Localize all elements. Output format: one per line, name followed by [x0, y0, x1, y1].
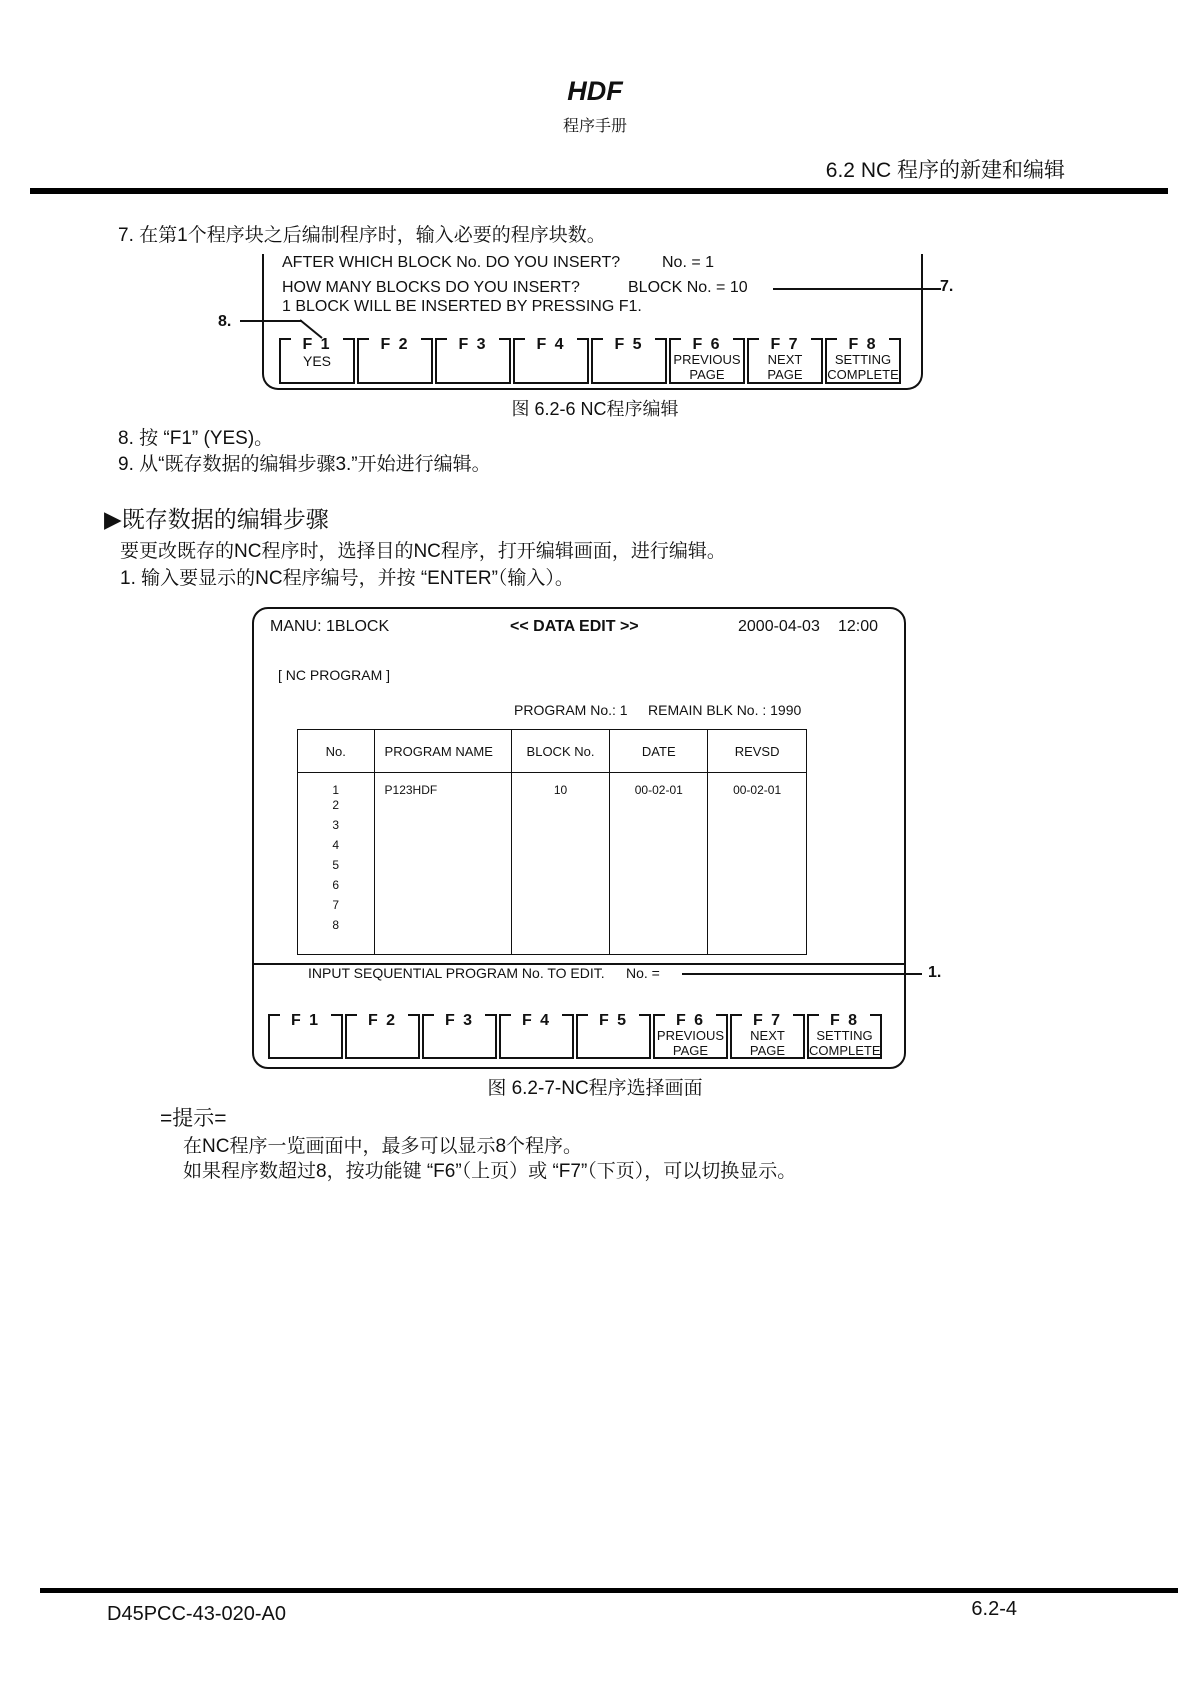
f1-label: F 1	[302, 336, 332, 353]
f1-yes-key[interactable]	[279, 338, 355, 384]
f4-label: F 4	[521, 1012, 552, 1029]
row-block-no	[511, 918, 610, 954]
f7-sub: NEXT	[750, 1028, 785, 1043]
row-revsd: 00-02-01	[708, 773, 807, 799]
f1-sub: YES	[302, 353, 331, 369]
row-program-name	[374, 818, 511, 838]
subsection-intro: 要更改既存的NC程序时，选择目的NC程序，打开编辑画面，进行编辑。	[120, 541, 726, 562]
row-revsd	[708, 898, 807, 918]
f8-label: F 8	[848, 336, 878, 353]
nc-program-label: [ NC PROGRAM ]	[278, 667, 391, 683]
step-9-text: 9. 从“既存数据的编辑步骤3.”开始进行编辑。	[118, 454, 491, 475]
section-heading: 6.2 NC 程序的新建和编辑	[825, 159, 1065, 182]
insert-instruction: 1 BLOCK WILL BE INSERTED BY PRESSING F1.	[282, 298, 642, 315]
program-list-table	[297, 729, 807, 955]
f8-sub2: COMPLETE	[809, 1043, 881, 1058]
f6-sub: PREVIOUS	[656, 1028, 725, 1043]
screen1-function-keys	[279, 338, 901, 384]
col-block-no-header: BLOCK No.	[511, 730, 610, 773]
row-block-no	[511, 878, 610, 898]
row-revsd	[708, 838, 807, 858]
f8-sub: SETTING	[816, 1028, 873, 1043]
screen2-time: 12:00	[838, 618, 879, 635]
f6-previous-page-key[interactable]	[653, 1014, 728, 1059]
table-row[interactable]	[298, 898, 807, 918]
page-number: 6.2-4	[971, 1598, 1017, 1620]
program-number-readout: PROGRAM No.: 1	[514, 702, 628, 718]
row-program-name	[374, 878, 511, 898]
f3-label: F 3	[458, 336, 488, 353]
f3-label: F 3	[444, 1012, 475, 1029]
insert-question-1: AFTER WHICH BLOCK No. DO YOU INSERT?	[282, 254, 621, 271]
hint-line-1: 在NC程序一览画面中，最多可以显示8个程序。	[183, 1136, 583, 1157]
f2-key[interactable]	[345, 1014, 420, 1059]
callout-1: 1.	[928, 964, 942, 981]
row-date	[610, 858, 708, 878]
col-no-header: No.	[298, 730, 375, 773]
row-no: 7	[298, 898, 375, 918]
f7-label: F 7	[770, 336, 800, 353]
row-date	[610, 918, 708, 954]
remain-block-readout: REMAIN BLK No. : 1990	[648, 702, 802, 718]
f3-key[interactable]	[422, 1014, 497, 1059]
row-no: 2	[298, 798, 375, 818]
f5-key[interactable]	[591, 338, 667, 384]
row-no: 1	[298, 773, 375, 799]
row-date	[610, 818, 708, 838]
row-no: 4	[298, 838, 375, 858]
f6-sub2: PAGE	[689, 367, 725, 382]
row-revsd	[708, 858, 807, 878]
subsection-heading: ▶既存数据的编辑步骤	[104, 506, 329, 532]
f4-label: F 4	[536, 336, 566, 353]
row-program-name	[374, 838, 511, 858]
row-no: 6	[298, 878, 375, 898]
edit-prompt: INPUT SEQUENTIAL PROGRAM No. TO EDIT.	[308, 965, 605, 981]
manual-title: HDF	[567, 76, 623, 106]
screen2-title: << DATA EDIT >>	[510, 618, 639, 635]
row-revsd	[708, 918, 807, 954]
row-block-no	[511, 898, 610, 918]
insert-value-2: BLOCK No. = 10	[628, 279, 748, 296]
row-program-name: P123HDF	[374, 773, 511, 799]
f7-next-page-key[interactable]	[747, 338, 823, 384]
f8-sub: SETTING	[834, 352, 892, 367]
hint-title: =提示=	[160, 1107, 227, 1130]
screen2-function-keys	[268, 1014, 882, 1059]
f2-key[interactable]	[357, 338, 433, 384]
row-program-name	[374, 898, 511, 918]
subsection-step-1: 1. 输入要显示的NC程序编号，并按 “ENTER”（输入）。	[120, 568, 574, 589]
table-row[interactable]	[298, 773, 807, 799]
row-program-name	[374, 918, 511, 954]
row-date	[610, 838, 708, 858]
row-revsd	[708, 878, 807, 898]
row-date	[610, 798, 708, 818]
f6-sub2: PAGE	[672, 1043, 709, 1058]
f1-key[interactable]	[268, 1014, 343, 1059]
f8-label: F 8	[829, 1012, 860, 1029]
table-row[interactable]	[298, 858, 807, 878]
callout-8-leader	[240, 320, 302, 322]
col-program-name-header: PROGRAM NAME	[374, 730, 511, 773]
f7-sub2: PAGE	[767, 367, 803, 382]
row-block-no	[511, 858, 610, 878]
f3-key[interactable]	[435, 338, 511, 384]
row-block-no	[511, 838, 610, 858]
row-block-no: 10	[511, 773, 610, 799]
row-date	[610, 878, 708, 898]
f6-label: F 6	[675, 1012, 706, 1029]
f1-label: F 1	[290, 1012, 321, 1029]
screen2-mode: MANU: 1BLOCK	[270, 618, 390, 635]
f8-sub2: COMPLETE	[827, 367, 899, 382]
step-7-text: 7. 在第1个程序块之后编制程序时，输入必要的程序块数。	[118, 225, 606, 246]
row-no: 8	[298, 918, 375, 954]
edit-prompt-value[interactable]: No. =	[626, 965, 660, 981]
f2-label: F 2	[380, 336, 410, 353]
footer-rule	[40, 1588, 1178, 1593]
f6-previous-page-key[interactable]	[669, 338, 745, 384]
insert-value-1: No. = 1	[662, 254, 715, 271]
col-date-header: DATE	[610, 730, 708, 773]
f6-sub: PREVIOUS	[673, 352, 741, 367]
f7-next-page-key[interactable]	[730, 1014, 805, 1059]
row-date: 00-02-01	[610, 773, 708, 799]
figure-caption-2: 图 6.2-7-NC程序选择画面	[487, 1078, 703, 1099]
table-row[interactable]	[298, 878, 807, 898]
f4-key[interactable]	[499, 1014, 574, 1059]
row-program-name	[374, 798, 511, 818]
insert-question-2: HOW MANY BLOCKS DO YOU INSERT?	[282, 279, 580, 296]
row-revsd	[708, 798, 807, 818]
row-block-no	[511, 798, 610, 818]
f4-key[interactable]	[513, 338, 589, 384]
f7-sub2: PAGE	[749, 1043, 786, 1058]
row-no: 3	[298, 818, 375, 838]
f8-setting-complete-key[interactable]	[825, 338, 901, 384]
f7-label: F 7	[752, 1012, 783, 1029]
f5-label: F 5	[614, 336, 644, 353]
table-row[interactable]	[298, 818, 807, 838]
f7-sub: NEXT	[767, 352, 803, 367]
row-block-no	[511, 818, 610, 838]
screen2-date: 2000-04-03	[738, 618, 820, 635]
f5-key[interactable]	[576, 1014, 651, 1059]
table-row[interactable]	[298, 838, 807, 858]
row-revsd	[708, 818, 807, 838]
document-id: D45PCC-43-020-A0	[107, 1603, 286, 1625]
callout-1-leader	[682, 973, 922, 975]
f2-label: F 2	[367, 1012, 398, 1029]
hint-line-2: 如果程序数超过8，按功能键 “F6”（上页）或 “F7”（下页），可以切换显示。	[183, 1161, 797, 1182]
row-program-name	[374, 858, 511, 878]
step-8-text: 8. 按 “F1” (YES)。	[118, 428, 274, 449]
figure-caption-1: 图 6.2-6 NC程序编辑	[511, 399, 679, 419]
callout-8: 8.	[218, 313, 232, 330]
f8-setting-complete-key[interactable]	[807, 1014, 882, 1059]
col-revsd-header: REVSD	[708, 730, 807, 773]
manual-subtitle: 程序手册	[562, 118, 627, 135]
table-row[interactable]	[298, 798, 807, 818]
header-rule	[30, 188, 1168, 194]
callout-7-leader	[773, 288, 941, 290]
callout-7: 7.	[940, 278, 954, 295]
f5-label: F 5	[598, 1012, 629, 1029]
row-no: 5	[298, 858, 375, 878]
f6-label: F 6	[692, 336, 722, 353]
table-row[interactable]	[298, 918, 807, 954]
row-date	[610, 898, 708, 918]
